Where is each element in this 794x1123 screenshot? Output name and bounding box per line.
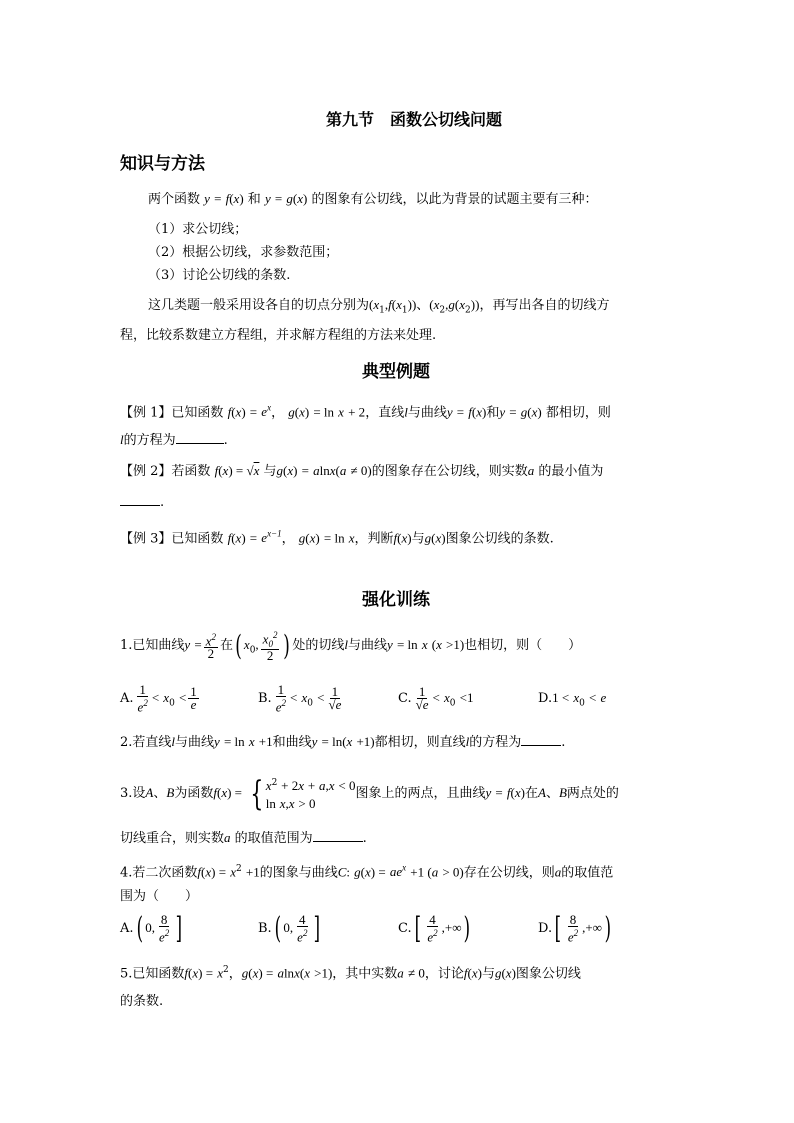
example-1-cont: l的方程为 . [120,432,228,448]
example-2: 【例 2】若函数 f(x) = √x 与g(x) = alnx(a ≠ 0)的图象存在公切线，则实数a 的最小值为 [120,463,604,479]
example-3: 【例 3】已知函数 $f(x) = e^{x-1}$， g(x) = ln x，判断f(x)与g(x)图象公切线的条数. [120,529,554,547]
q4-option-b: B.( 0, $\frac{4}{e^2}$ ] [258,910,321,946]
q1-option-a: A. $\frac{1}{e^2}$ < $x_0$ < $\frac{1}{e}$ [120,681,197,715]
method-paragraph: 这几类题一般采用设各自的切点分别为$(x_1,f(x_1))$、$(x_2,g(x_2))$，再写出各自的切线方 [148,297,610,316]
question-3-cont: 切线重合，则实数a 的取值范围为 . [120,830,367,846]
question-3: 3.设A、B为函数f(x) = { $x^2 + 2x + a,x < 0$ ln x,x > 0 图象上的两点，且曲线y = f(x)在A、B两点处的 [120,773,619,814]
question-2: 2.若直线l与曲线y = ln x +1和曲线y = ln(x +1)都相切，则直线l的方程为 . [120,734,566,750]
method-paragraph-cont: 程，比较系数建立方程组，并求解方程组的方法来处理. [120,328,437,343]
page-title: 第九节 函数公切线问题 [326,110,503,129]
list-item: （2）根据公切线，求参数范围； [148,245,339,260]
list-item: （1）求公切线； [148,222,248,237]
list-item: （3）讨论公切线的条数. [148,268,291,283]
q1-option-b: B. $\frac{1}{e^2}$ < $x_0$ < $\frac{1}{√e}$ [258,681,342,715]
question-4-cont: 围为（ ） [120,889,199,904]
q4-option-c: C.[ $\frac{4}{e^2}$ ,+∞) [398,910,471,946]
example-1: 【例 1】已知函数 $f(x) = e^x$， g(x) = ln x + 2，直线l与曲线y = f(x)和y = g(x) 都相切，则 [120,403,611,421]
question-5-cont: 的条数. [120,994,164,1009]
section-heading-training: 强化训练 [362,590,430,610]
intro-paragraph: 两个函数 y = f(x) 和 y = g(x) 的图象有公切线，以此为背景的试题主要有三种： [148,191,598,207]
q1-option-c: C. $\frac{1}{√e}$ < $x_0 <1$ [398,684,474,712]
section-heading-knowledge: 知识与方法 [120,154,205,174]
question-1: 1.已知曲线y = $\frac{x^2}{2}$ 在( $x_0$, $\frac{x_0^2}{2}$ ) 处的切线l与曲线y = ln x (x >1)也相切，则（ ） [120,628,582,664]
section-heading-examples: 典型例题 [362,362,430,382]
question-5: 5.已知函数$f(x) = x^2$，g(x) = alnx(x >1)，其中实数a ≠ 0，讨论f(x)与g(x)图象公切线 [120,965,581,982]
example-2-cont: . [120,495,164,511]
q4-option-a: A.( 0, $\frac{8}{e^2}$ ] [120,910,183,946]
q1-option-d: $D.1 < x_0 < e$ [538,690,607,709]
q4-option-d: D.[ $\frac{8}{e^2}$ ,+∞) [538,910,612,946]
question-4: 4.若二次函数$f(x) = x^2 +1$的图象与曲线C: $g(x) = ae^x +1$ (a > 0)存在公切线，则a的取值范 [120,863,614,881]
